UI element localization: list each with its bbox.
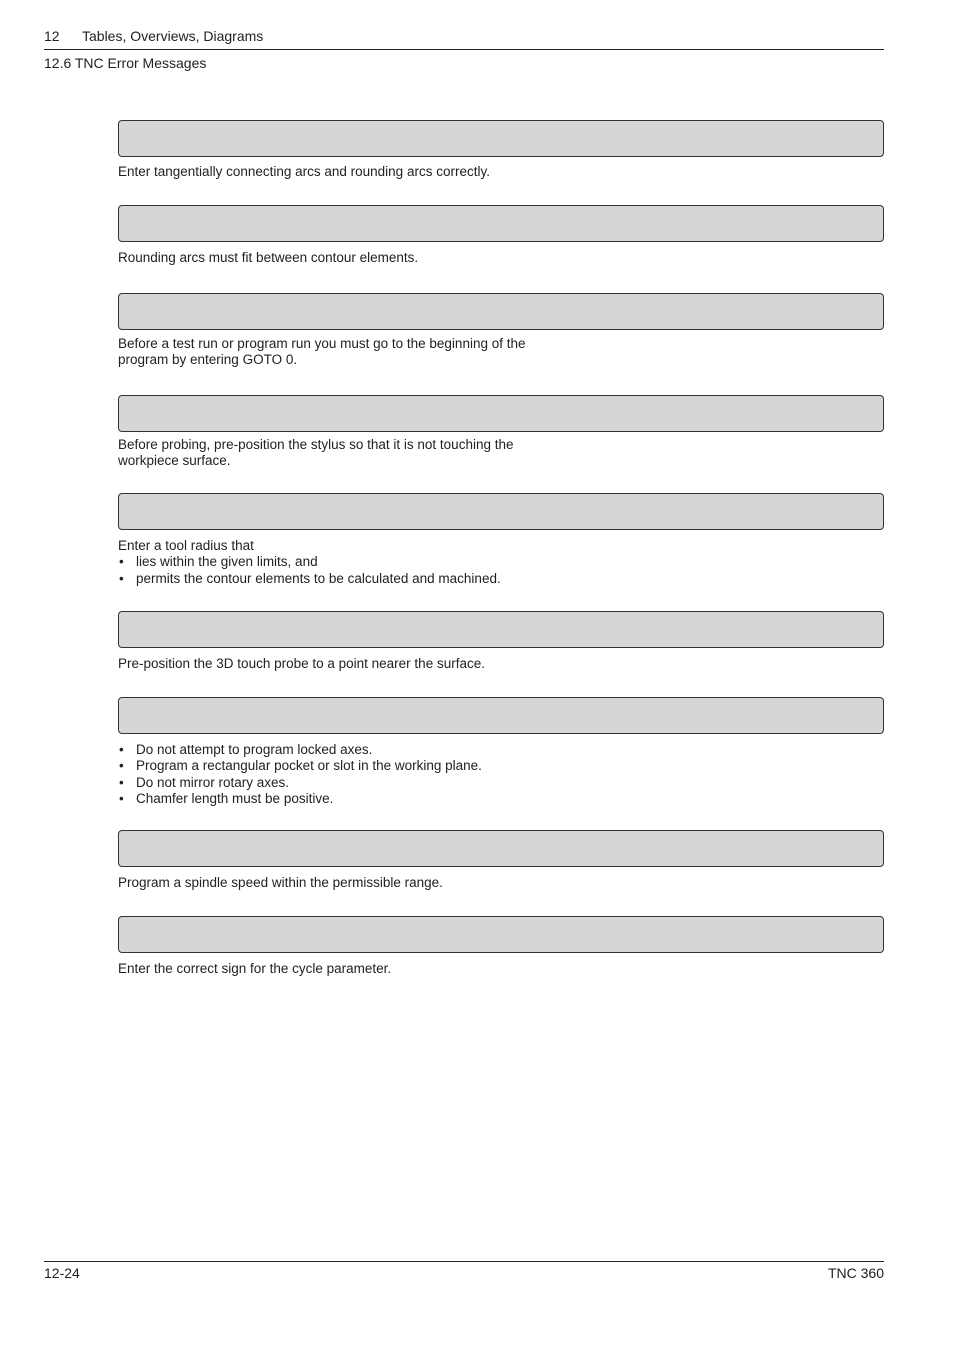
- footer-rule: [44, 1261, 884, 1262]
- error-message-box: [118, 611, 884, 648]
- error-description: [118, 250, 418, 266]
- section-title: 12.6 TNC Error Messages: [44, 55, 207, 71]
- bullet-item: • Do not mirror rotary axes.: [118, 775, 482, 791]
- error-description: [118, 961, 391, 977]
- description-line: workpiece surface.: [118, 453, 231, 469]
- error-message-box: [118, 120, 884, 157]
- error-description: [118, 437, 513, 470]
- chapter-header: [44, 28, 263, 44]
- description-line: Enter tangentially connecting arcs and rounding arcs correctly.: [118, 164, 490, 179]
- error-message-box: [118, 697, 884, 734]
- description-line: Pre-position the 3D touch probe to a point nearer the surface.: [118, 656, 485, 671]
- error-message-box: [118, 830, 884, 867]
- description-line: Enter the correct sign for the cycle parameter.: [118, 961, 392, 976]
- error-message-box: [118, 293, 884, 330]
- bullet-list: [118, 742, 482, 807]
- chapter-title: Tables, Overviews, Diagrams: [82, 28, 264, 44]
- error-description: [118, 656, 485, 672]
- error-description: [118, 538, 501, 587]
- chapter-number: 12: [44, 28, 60, 44]
- error-message-box: [118, 916, 884, 953]
- header-rule: [44, 49, 884, 50]
- error-description: [118, 742, 482, 807]
- bullet-item: • Chamfer length must be positive.: [118, 791, 482, 807]
- error-message-box: [118, 493, 884, 530]
- description-line: Program a spindle speed within the permissible range.: [118, 875, 443, 890]
- description-line: program by entering GOTO 0.: [118, 352, 298, 368]
- bullet-item: • lies within the given limits, and: [118, 554, 501, 570]
- bullet-item: • Do not attempt to program locked axes.: [118, 742, 482, 758]
- product-name: TNC 360: [827, 1265, 884, 1281]
- description-line: Enter a tool radius that: [118, 538, 254, 553]
- bullet-item: • permits the contour elements to be calculated and machined.: [118, 571, 501, 587]
- error-message-box: [118, 395, 884, 432]
- error-description: [118, 164, 490, 180]
- bullet-list: [118, 554, 501, 587]
- error-description: [118, 875, 443, 891]
- description-line: Rounding arcs must fit between contour elements.: [118, 250, 419, 265]
- description-line: Before probing, pre-position the stylus so that it is not touching the: [118, 437, 514, 452]
- bullet-item: • Program a rectangular pocket or slot in the working plane.: [118, 758, 482, 774]
- error-message-box: [118, 205, 884, 242]
- description-line: Before a test run or program run you must go to the beginning of the: [118, 336, 526, 351]
- page-number: 12-24: [44, 1265, 80, 1281]
- error-description: [118, 336, 526, 369]
